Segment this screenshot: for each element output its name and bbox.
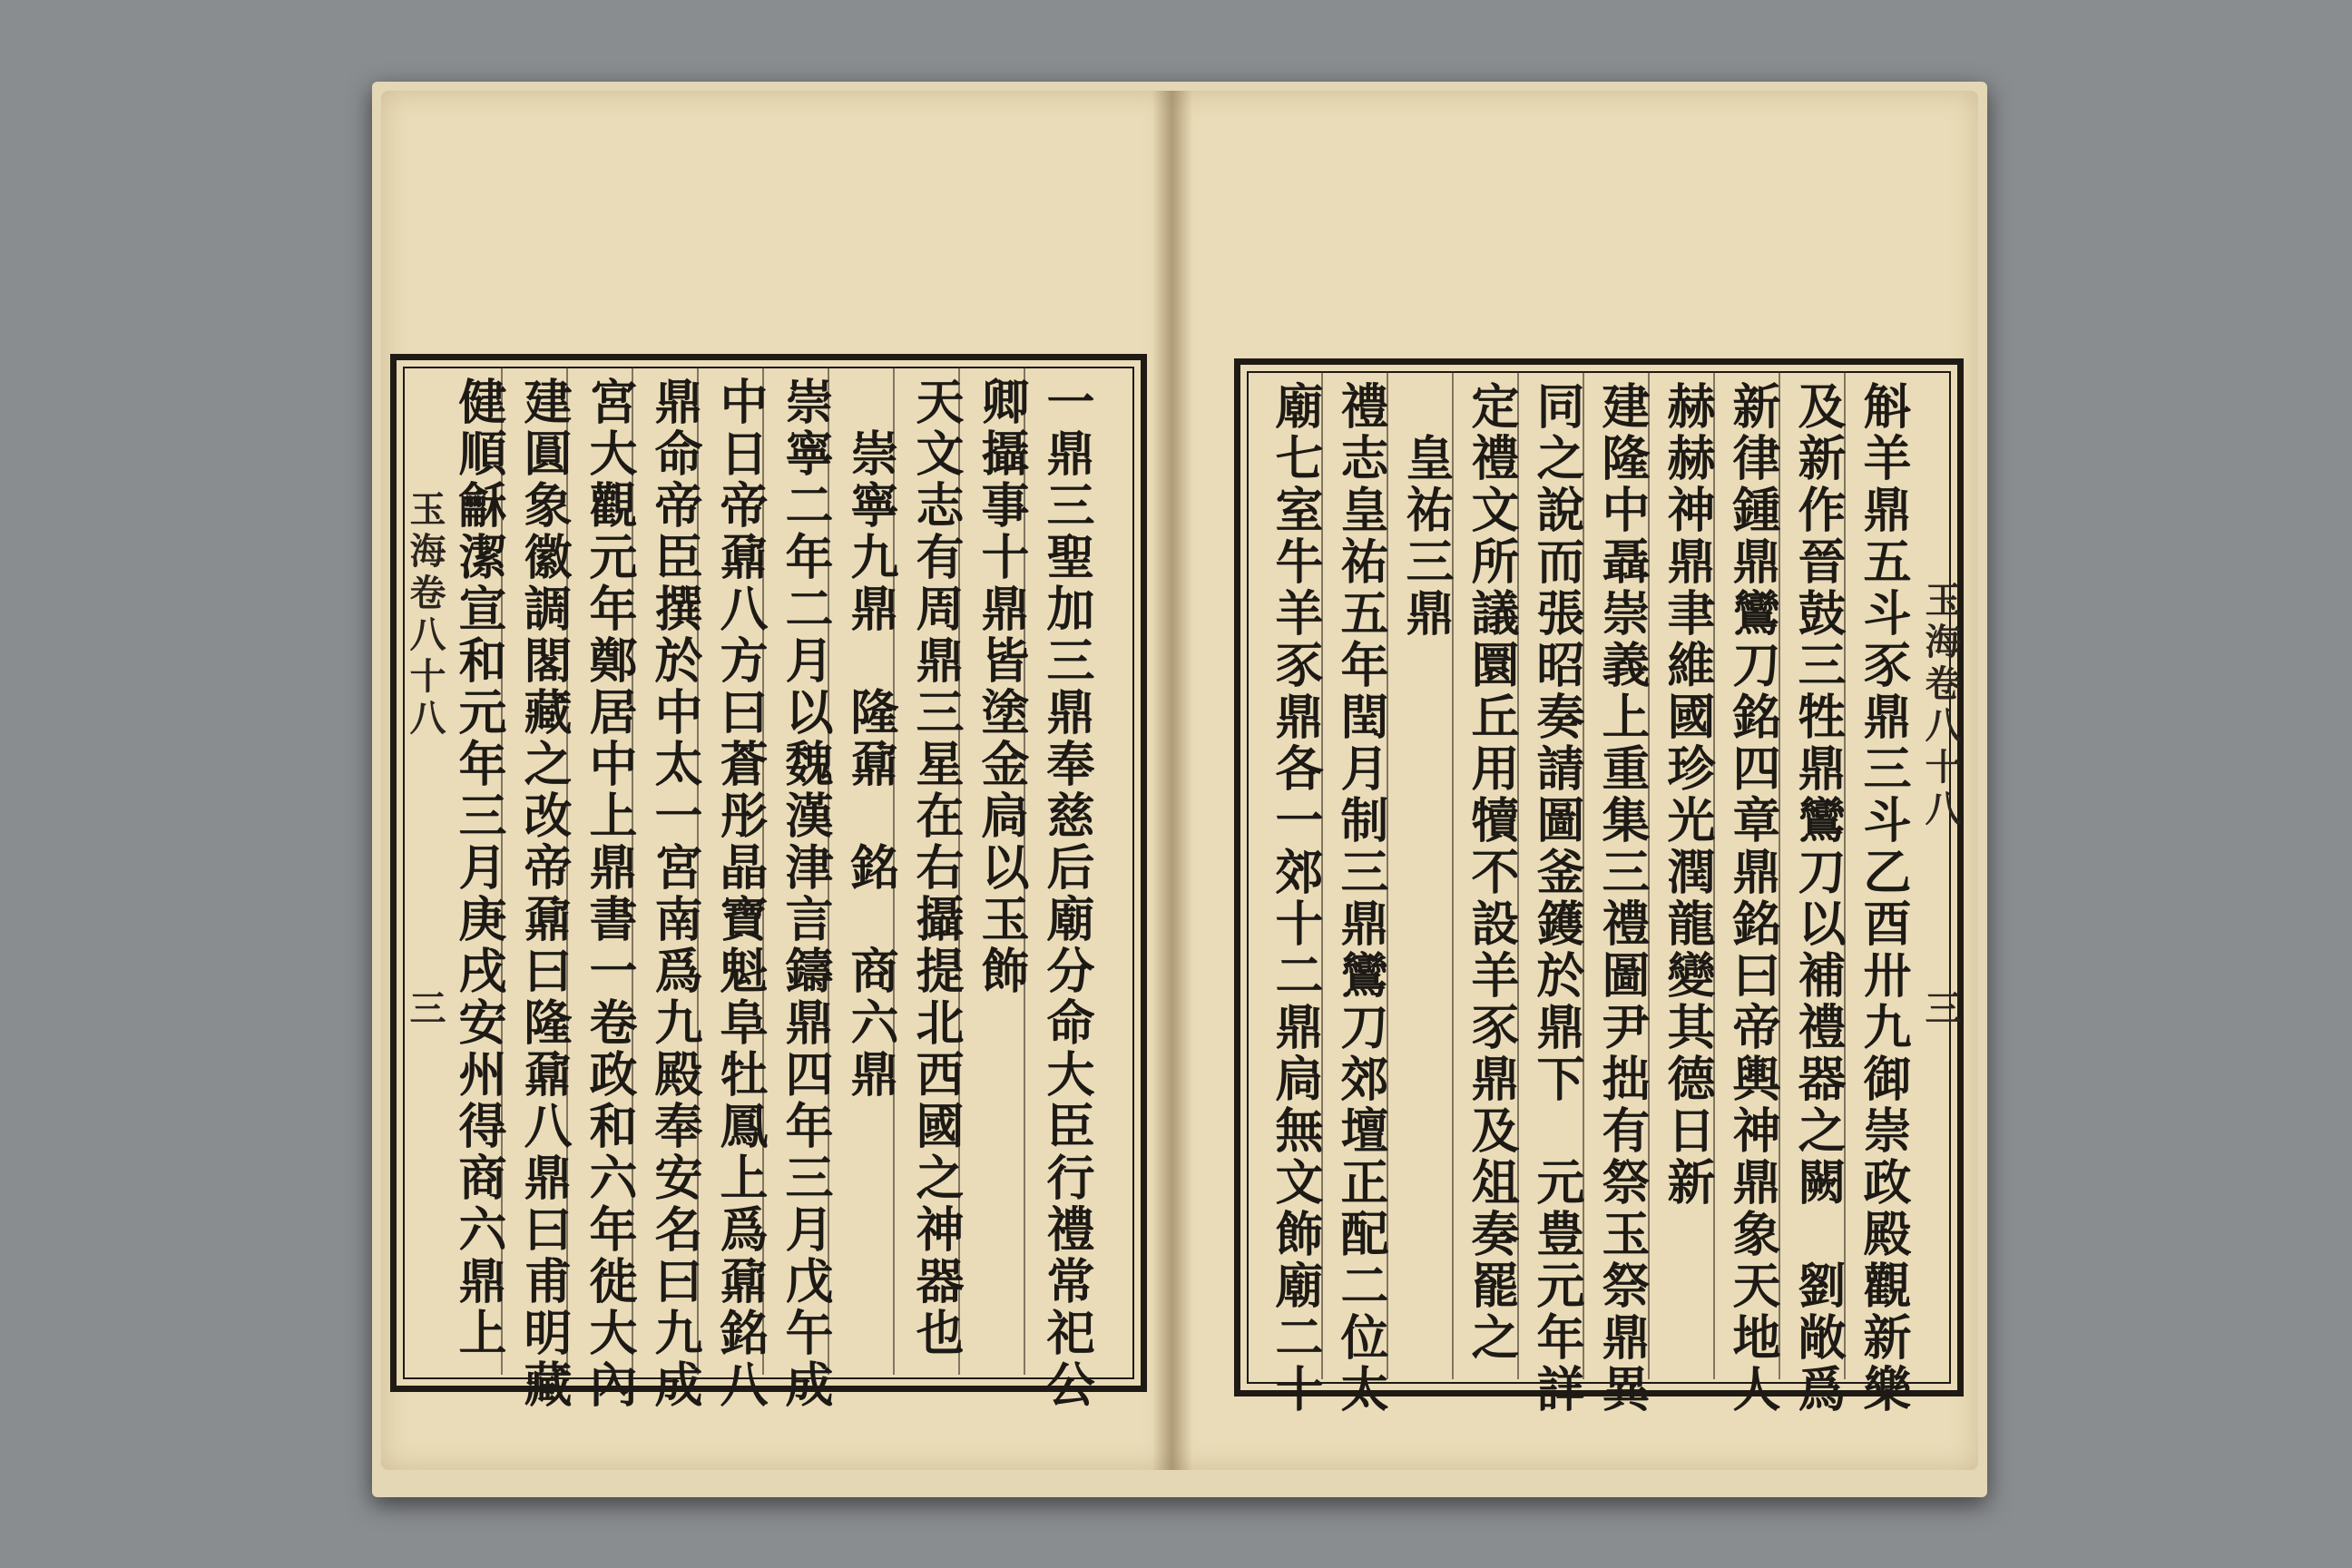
- left-margin-folio: 三: [404, 989, 446, 1031]
- left-text-column: 一鼎三聖加三鼎奉慈后廟分命大臣行禮常祀公: [1039, 377, 1095, 1411]
- right-text-column: 新律鍾鼎鸞刀銘四章鼎銘曰帝輿神鼎象天地人: [1725, 381, 1781, 1416]
- right-text-column: 定禮文所議圜丘用犢不設羊豕鼎及俎奏罷之: [1464, 381, 1520, 1364]
- left-margin-title: 玉海卷八十八: [404, 490, 446, 740]
- left-text-column: 鼎命帝臣撰於中太一宮南爲九殿奉安名曰九成: [647, 377, 703, 1411]
- left-text-column: 天文志有周鼎三星在右攝提北西國之神器也: [908, 377, 965, 1359]
- left-text-column: 建圓象徽調閣藏之改帝鼐曰隆鼐八鼎曰甫明藏: [516, 377, 573, 1411]
- left-text-column: 健順龢潔宣和元年三月庚戌安州得商六鼎上: [451, 377, 507, 1359]
- left-text-column: 卿攝事十鼎皆塗金扃以玉飾: [974, 377, 1030, 997]
- left-text-column: 崇寧九鼎 隆鼐 銘 商六鼎: [843, 377, 899, 1101]
- right-text-column: 皇祐三鼎: [1398, 381, 1455, 640]
- right-text-column: 赫赫神鼎聿維國珍光潤龍變其德日新: [1660, 381, 1716, 1209]
- book-gutter: [1152, 91, 1192, 1470]
- right-text-column: 斛羊鼎五斗豕鼎三斗乙酉卅九御崇政殿觀新樂: [1856, 381, 1912, 1416]
- left-text-column: 宮大觀元年鄭居中上鼎書一卷政和六年徙大內: [582, 377, 638, 1411]
- right-text-column: 及新作晉鼓三牲鼎鸞刀以補禮器之闕 劉敞爲: [1790, 381, 1847, 1416]
- right-text-column: 禮志皇祐五年閏月制三鼎鸞刀郊壇正配二位太: [1333, 381, 1389, 1416]
- right-margin-title: 玉海卷八十八: [1919, 581, 1962, 831]
- right-text-column: 建隆中聶崇義上重集三禮圖尹拙有祭玉祭鼎異: [1594, 381, 1651, 1416]
- right-text-column: 同之說而張昭奏請圖釜鑊於鼎下 元豊元年詳: [1529, 381, 1585, 1416]
- left-text-column: 中日帝鼐八方曰蒼彤晶寶魁阜牡鳳上爲鼐銘八: [712, 377, 769, 1411]
- right-margin-folio: 三: [1919, 989, 1962, 1031]
- left-text-column: 崇寧二年二月以魏漢津言鑄鼎四年三月戊午成: [778, 377, 834, 1411]
- right-text-column: 廟七室牛羊豕鼎各一郊十二鼎扃無文飾廟二十: [1268, 381, 1324, 1416]
